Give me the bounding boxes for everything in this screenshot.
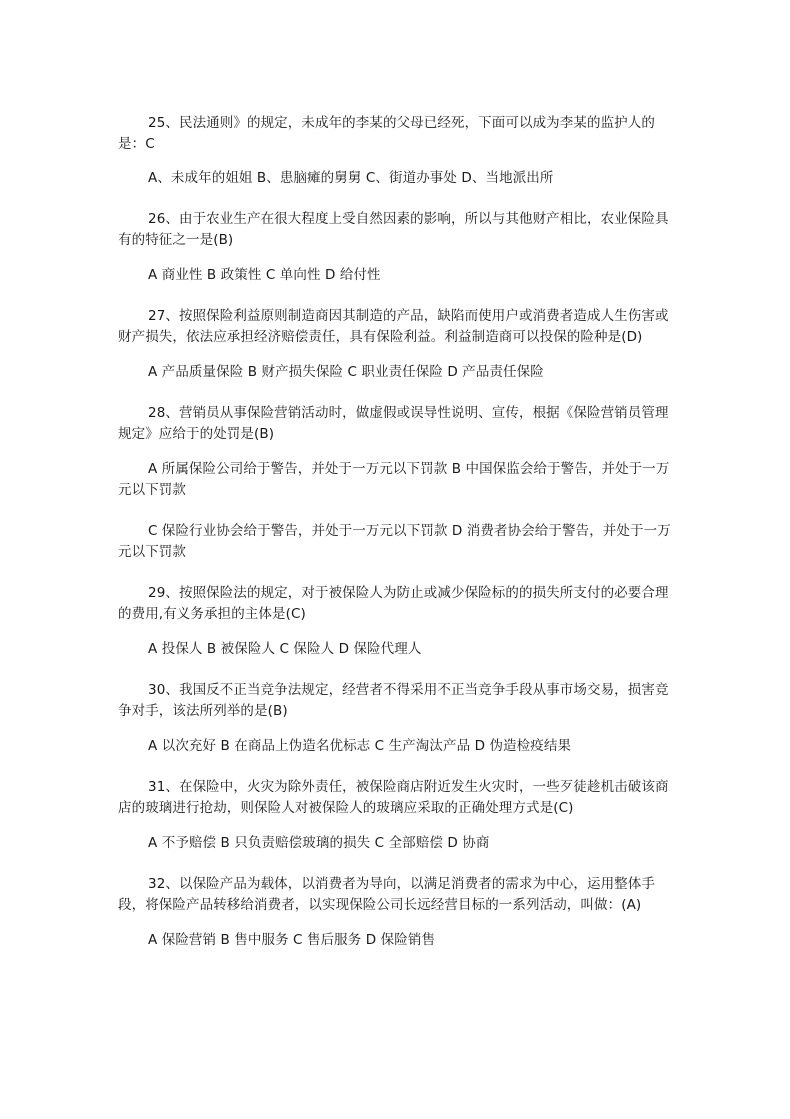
options-28-ab: A 所属保险公司给于警告，并处于一万元以下罚款 B 中国保监会给于警告，并处于一万元以下罚款 <box>118 461 670 498</box>
question-29: 29、按照保险法的规定，对于被保险人为防止或减少保险标的的损失所支付的必要合理的费用,有义务承担的主体是(C) <box>118 585 669 622</box>
question-28: 28、营销员从事保险营销活动时，做虚假或误导性说明、宣传，根据《保险营销员管理规定》应给于的处罚是(B) <box>118 405 669 442</box>
options-29: A 投保人 B 被保险人 C 保险人 D 保险代理人 <box>148 641 422 657</box>
options-31: A 不予赔偿 B 只负责赔偿玻璃的损失 C 全部赔偿 D 协商 <box>148 835 490 851</box>
options-32: A 保险营销 B 售中服务 C 售后服务 D 保险销售 <box>148 932 436 948</box>
document-body <box>118 113 674 951</box>
question-30: 30、我国反不正当竞争法规定，经营者不得采用不正当竞争手段从事市场交易，损害竞争对手，该法所列举的是(B) <box>118 682 669 719</box>
question-26: 26、由于农业生产在很大程度上受自然因素的影响，所以与其他财产相比，农业保险具有的特征之一是(B) <box>118 211 669 248</box>
options-30: A 以次充好 B 在商品上伪造名优标志 C 生产淘汰产品 D 伪造检疫结果 <box>148 738 572 754</box>
question-27: 27、按照保险利益原则制造商因其制造的产品，缺陷而使用户或消费者造成人生伤害或财产损失，依法应承担经济赔偿责任，具有保险利益。利益制造商可以投保的险种是(D) <box>118 308 669 345</box>
question-25: 25、民法通则》的规定，未成年的李某的父母已经死，下面可以成为李某的监护人的是：C <box>118 115 655 152</box>
options-28-cd: C 保险行业协会给于警告，并处于一万元以下罚款 D 消费者协会给于警告，并处于一万元以下罚款 <box>118 523 671 560</box>
question-31: 31、在保险中，火灾为除外责任，被保险商店附近发生火灾时，一些歹徒趁机击破该商店的玻璃进行抢劫，则保险人对被保险人的玻璃应采取的正确处理方式是(C) <box>118 779 669 816</box>
question-32: 32、以保险产品为载体，以消费者为导向，以满足消费者的需求为中心，运用整体手段，将保险产品转移给消费者，以实现保险公司长远经营目标的一系列活动，叫做：(A) <box>118 876 655 913</box>
options-27: A 产品质量保险 B 财产损失保险 C 职业责任保险 D 产品责任保险 <box>148 364 544 380</box>
options-26: A 商业性 B 政策性 C 单向性 D 给付性 <box>148 267 381 283</box>
options-25: A、未成年的姐姐 B、患脑瘫的舅舅 C、街道办事处 D、当地派出所 <box>148 170 554 186</box>
